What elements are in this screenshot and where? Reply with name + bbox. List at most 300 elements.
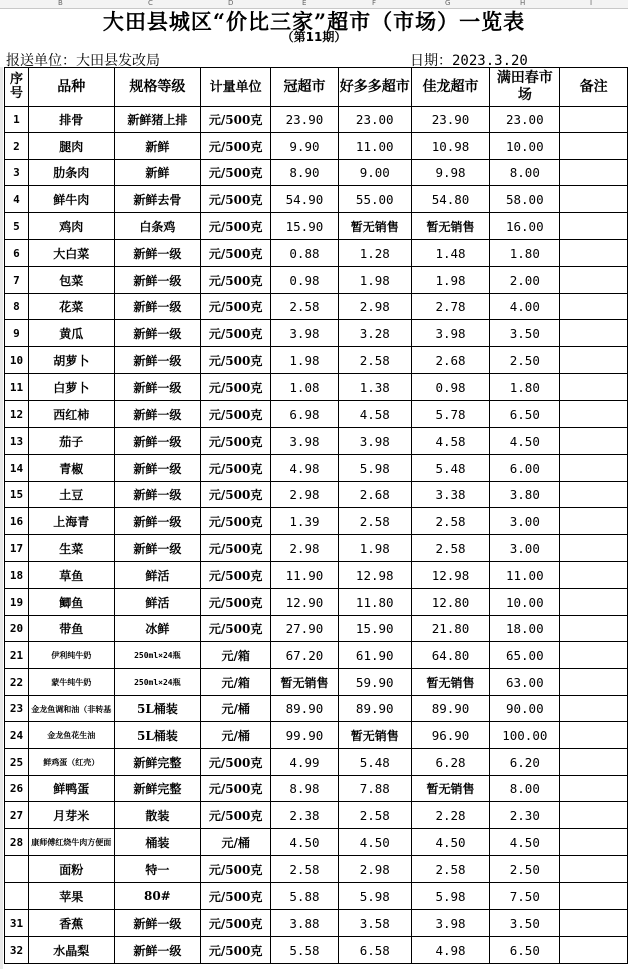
- note-cell[interactable]: [560, 347, 628, 374]
- unit-cell[interactable]: 元/500克: [201, 616, 271, 642]
- note-cell[interactable]: [560, 749, 628, 776]
- price-cell-store-3[interactable]: 12.98: [411, 562, 490, 589]
- price-cell-store-4[interactable]: 1.80: [490, 374, 560, 401]
- price-cell-store-2[interactable]: 3.98: [338, 428, 411, 455]
- price-cell-store-3[interactable]: 5.48: [411, 455, 490, 482]
- header-name[interactable]: 品种: [28, 68, 114, 107]
- price-cell-store-3[interactable]: 暂无销售: [411, 213, 490, 240]
- name-cell[interactable]: 腿肉: [28, 133, 114, 160]
- price-cell-store-2[interactable]: 1.98: [338, 535, 411, 562]
- price-cell-store-2[interactable]: 15.90: [338, 616, 411, 642]
- header-store-1[interactable]: 冠超市: [271, 68, 339, 107]
- seq-cell[interactable]: 17: [5, 535, 29, 562]
- price-cell-store-4[interactable]: 6.50: [490, 401, 560, 428]
- price-cell-store-4[interactable]: 3.50: [490, 320, 560, 347]
- price-cell-store-4[interactable]: 6.00: [490, 455, 560, 482]
- price-cell-store-4[interactable]: 2.00: [490, 267, 560, 294]
- price-cell-store-4[interactable]: 6.20: [490, 749, 560, 776]
- price-cell-store-2[interactable]: 23.00: [338, 107, 411, 133]
- name-cell[interactable]: 香蕉: [28, 910, 114, 937]
- price-cell-store-1[interactable]: 3.88: [271, 910, 339, 937]
- unit-cell[interactable]: 元/500克: [201, 802, 271, 829]
- note-cell[interactable]: [560, 856, 628, 883]
- price-cell-store-2[interactable]: 9.00: [338, 160, 411, 186]
- price-cell-store-1[interactable]: 12.90: [271, 589, 339, 616]
- note-cell[interactable]: [560, 160, 628, 186]
- seq-cell[interactable]: 25: [5, 749, 29, 776]
- unit-cell[interactable]: 元/500克: [201, 213, 271, 240]
- name-cell[interactable]: 金龙鱼调和油（非转基: [28, 696, 114, 722]
- seq-cell[interactable]: 21: [5, 642, 29, 669]
- unit-cell[interactable]: 元/500克: [201, 535, 271, 562]
- price-cell-store-4[interactable]: 2.30: [490, 802, 560, 829]
- price-cell-store-2[interactable]: 2.98: [338, 294, 411, 320]
- seq-cell[interactable]: 26: [5, 776, 29, 802]
- spec-cell[interactable]: 新鲜: [114, 160, 201, 186]
- price-cell-store-3[interactable]: 64.80: [411, 642, 490, 669]
- unit-cell[interactable]: 元/箱: [201, 669, 271, 696]
- unit-cell[interactable]: 元/500克: [201, 186, 271, 213]
- seq-cell[interactable]: 5: [5, 213, 29, 240]
- unit-cell[interactable]: 元/500克: [201, 428, 271, 455]
- price-cell-store-4[interactable]: 23.00: [490, 107, 560, 133]
- seq-cell[interactable]: 8: [5, 294, 29, 320]
- price-cell-store-2[interactable]: 61.90: [338, 642, 411, 669]
- price-cell-store-2[interactable]: 59.90: [338, 669, 411, 696]
- name-cell[interactable]: 面粉: [28, 856, 114, 883]
- price-cell-store-1[interactable]: 0.88: [271, 240, 339, 267]
- header-store-3[interactable]: 佳龙超市: [411, 68, 490, 107]
- spec-cell[interactable]: 散装: [114, 802, 201, 829]
- name-cell[interactable]: 茄子: [28, 428, 114, 455]
- note-cell[interactable]: [560, 374, 628, 401]
- price-cell-store-4[interactable]: 90.00: [490, 696, 560, 722]
- column-letter[interactable]: D: [228, 0, 234, 7]
- price-cell-store-3[interactable]: 4.58: [411, 428, 490, 455]
- seq-cell[interactable]: 3: [5, 160, 29, 186]
- note-cell[interactable]: [560, 428, 628, 455]
- note-cell[interactable]: [560, 616, 628, 642]
- seq-cell[interactable]: 13: [5, 428, 29, 455]
- note-cell[interactable]: [560, 213, 628, 240]
- price-cell-store-2[interactable]: 3.58: [338, 910, 411, 937]
- seq-cell[interactable]: [5, 856, 29, 883]
- price-cell-store-1[interactable]: 暂无销售: [271, 669, 339, 696]
- price-cell-store-4[interactable]: 16.00: [490, 213, 560, 240]
- name-cell[interactable]: 花菜: [28, 294, 114, 320]
- seq-cell[interactable]: 11: [5, 374, 29, 401]
- price-cell-store-1[interactable]: 2.58: [271, 294, 339, 320]
- header-spec[interactable]: 规格等级: [114, 68, 201, 107]
- note-cell[interactable]: [560, 535, 628, 562]
- spec-cell[interactable]: 5L桶装: [114, 696, 201, 722]
- unit-cell[interactable]: 元/500克: [201, 562, 271, 589]
- price-cell-store-4[interactable]: 10.00: [490, 589, 560, 616]
- note-cell[interactable]: [560, 669, 628, 696]
- price-cell-store-1[interactable]: 4.50: [271, 829, 339, 856]
- name-cell[interactable]: 伊利纯牛奶: [28, 642, 114, 669]
- note-cell[interactable]: [560, 294, 628, 320]
- price-cell-store-3[interactable]: 54.80: [411, 186, 490, 213]
- name-cell[interactable]: 黄瓜: [28, 320, 114, 347]
- seq-cell[interactable]: 27: [5, 802, 29, 829]
- price-cell-store-4[interactable]: 3.00: [490, 508, 560, 535]
- spec-cell[interactable]: 新鲜一级: [114, 535, 201, 562]
- name-cell[interactable]: 鲜鸭蛋: [28, 776, 114, 802]
- price-cell-store-3[interactable]: 1.98: [411, 267, 490, 294]
- unit-cell[interactable]: 元/500克: [201, 508, 271, 535]
- unit-cell[interactable]: 元/500克: [201, 482, 271, 508]
- spec-cell[interactable]: 新鲜一级: [114, 374, 201, 401]
- spec-cell[interactable]: 新鲜一级: [114, 482, 201, 508]
- note-cell[interactable]: [560, 910, 628, 937]
- unit-cell[interactable]: 元/500克: [201, 133, 271, 160]
- note-cell[interactable]: [560, 482, 628, 508]
- price-cell-store-1[interactable]: 1.08: [271, 374, 339, 401]
- spec-cell[interactable]: 新鲜一级: [114, 347, 201, 374]
- seq-cell[interactable]: 23: [5, 696, 29, 722]
- price-cell-store-2[interactable]: 2.68: [338, 482, 411, 508]
- price-cell-store-2[interactable]: 3.28: [338, 320, 411, 347]
- note-cell[interactable]: [560, 240, 628, 267]
- price-cell-store-3[interactable]: 96.90: [411, 722, 490, 749]
- note-cell[interactable]: [560, 696, 628, 722]
- price-cell-store-4[interactable]: 2.50: [490, 856, 560, 883]
- price-cell-store-2[interactable]: 5.98: [338, 883, 411, 910]
- note-cell[interactable]: [560, 802, 628, 829]
- price-cell-store-1[interactable]: 11.90: [271, 562, 339, 589]
- note-cell[interactable]: [560, 829, 628, 856]
- unit-cell[interactable]: 元/500克: [201, 267, 271, 294]
- price-cell-store-2[interactable]: 1.98: [338, 267, 411, 294]
- note-cell[interactable]: [560, 508, 628, 535]
- price-cell-store-3[interactable]: 0.98: [411, 374, 490, 401]
- column-letter[interactable]: H: [520, 0, 526, 7]
- price-cell-store-3[interactable]: 6.28: [411, 749, 490, 776]
- price-cell-store-2[interactable]: 1.28: [338, 240, 411, 267]
- price-cell-store-2[interactable]: 4.58: [338, 401, 411, 428]
- seq-cell[interactable]: 9: [5, 320, 29, 347]
- name-cell[interactable]: 包菜: [28, 267, 114, 294]
- name-cell[interactable]: 鲫鱼: [28, 589, 114, 616]
- seq-cell[interactable]: 20: [5, 616, 29, 642]
- price-cell-store-1[interactable]: 2.98: [271, 535, 339, 562]
- header-seq[interactable]: 序号: [5, 68, 29, 107]
- price-cell-store-1[interactable]: 27.90: [271, 616, 339, 642]
- header-unit[interactable]: 计量单位: [201, 68, 271, 107]
- price-cell-store-4[interactable]: 8.00: [490, 160, 560, 186]
- seq-cell[interactable]: 32: [5, 937, 29, 964]
- price-cell-store-3[interactable]: 3.98: [411, 910, 490, 937]
- price-cell-store-1[interactable]: 5.58: [271, 937, 339, 964]
- price-cell-store-4[interactable]: 10.00: [490, 133, 560, 160]
- spec-cell[interactable]: 250ml×24瓶: [114, 642, 201, 669]
- note-cell[interactable]: [560, 562, 628, 589]
- spec-cell[interactable]: 新鲜一级: [114, 294, 201, 320]
- price-cell-store-1[interactable]: 8.98: [271, 776, 339, 802]
- unit-cell[interactable]: 元/500克: [201, 294, 271, 320]
- name-cell[interactable]: 青椒: [28, 455, 114, 482]
- name-cell[interactable]: 鲜牛肉: [28, 186, 114, 213]
- note-cell[interactable]: [560, 401, 628, 428]
- unit-cell[interactable]: 元/500克: [201, 749, 271, 776]
- spec-cell[interactable]: 新鲜一级: [114, 240, 201, 267]
- spec-cell[interactable]: 新鲜猪上排: [114, 107, 201, 133]
- price-cell-store-2[interactable]: 1.38: [338, 374, 411, 401]
- unit-cell[interactable]: 元/500克: [201, 856, 271, 883]
- note-cell[interactable]: [560, 107, 628, 133]
- price-cell-store-2[interactable]: 2.98: [338, 856, 411, 883]
- unit-cell[interactable]: 元/500克: [201, 937, 271, 964]
- price-cell-store-3[interactable]: 23.90: [411, 107, 490, 133]
- price-cell-store-3[interactable]: 5.78: [411, 401, 490, 428]
- price-cell-store-1[interactable]: 99.90: [271, 722, 339, 749]
- seq-cell[interactable]: 12: [5, 401, 29, 428]
- note-cell[interactable]: [560, 133, 628, 160]
- seq-cell[interactable]: 10: [5, 347, 29, 374]
- unit-cell[interactable]: 元/500克: [201, 107, 271, 133]
- price-cell-store-4[interactable]: 4.00: [490, 294, 560, 320]
- price-cell-store-4[interactable]: 3.00: [490, 535, 560, 562]
- spec-cell[interactable]: 特一: [114, 856, 201, 883]
- note-cell[interactable]: [560, 320, 628, 347]
- price-cell-store-4[interactable]: 4.50: [490, 428, 560, 455]
- price-cell-store-1[interactable]: 23.90: [271, 107, 339, 133]
- spec-cell[interactable]: 白条鸡: [114, 213, 201, 240]
- price-cell-store-1[interactable]: 8.90: [271, 160, 339, 186]
- spec-cell[interactable]: 鲜活: [114, 589, 201, 616]
- price-cell-store-2[interactable]: 12.98: [338, 562, 411, 589]
- price-cell-store-2[interactable]: 11.00: [338, 133, 411, 160]
- unit-cell[interactable]: 元/500克: [201, 347, 271, 374]
- seq-cell[interactable]: 19: [5, 589, 29, 616]
- price-cell-store-3[interactable]: 3.38: [411, 482, 490, 508]
- seq-cell[interactable]: 16: [5, 508, 29, 535]
- column-letter[interactable]: B: [58, 0, 63, 7]
- unit-cell[interactable]: 元/箱: [201, 642, 271, 669]
- unit-cell[interactable]: 元/桶: [201, 829, 271, 856]
- price-cell-store-1[interactable]: 5.88: [271, 883, 339, 910]
- name-cell[interactable]: 西红柿: [28, 401, 114, 428]
- price-cell-store-1[interactable]: 3.98: [271, 428, 339, 455]
- note-cell[interactable]: [560, 883, 628, 910]
- spec-cell[interactable]: 80#: [114, 883, 201, 910]
- spec-cell[interactable]: 桶装: [114, 829, 201, 856]
- spec-cell[interactable]: 新鲜一级: [114, 937, 201, 964]
- price-cell-store-4[interactable]: 1.80: [490, 240, 560, 267]
- unit-cell[interactable]: 元/桶: [201, 696, 271, 722]
- price-cell-store-4[interactable]: 18.00: [490, 616, 560, 642]
- price-cell-store-2[interactable]: 2.58: [338, 347, 411, 374]
- spec-cell[interactable]: 新鲜一级: [114, 320, 201, 347]
- price-cell-store-4[interactable]: 2.50: [490, 347, 560, 374]
- seq-cell[interactable]: 2: [5, 133, 29, 160]
- price-cell-store-3[interactable]: 暂无销售: [411, 669, 490, 696]
- seq-cell[interactable]: 4: [5, 186, 29, 213]
- spec-cell[interactable]: 新鲜: [114, 133, 201, 160]
- price-cell-store-3[interactable]: 2.58: [411, 856, 490, 883]
- name-cell[interactable]: 月芽米: [28, 802, 114, 829]
- column-letter[interactable]: F: [372, 0, 377, 7]
- price-cell-store-1[interactable]: 54.90: [271, 186, 339, 213]
- price-cell-store-3[interactable]: 1.48: [411, 240, 490, 267]
- price-cell-store-4[interactable]: 6.50: [490, 937, 560, 964]
- price-cell-store-1[interactable]: 2.98: [271, 482, 339, 508]
- price-cell-store-4[interactable]: 100.00: [490, 722, 560, 749]
- price-cell-store-1[interactable]: 1.39: [271, 508, 339, 535]
- unit-cell[interactable]: 元/500克: [201, 374, 271, 401]
- name-cell[interactable]: 上海青: [28, 508, 114, 535]
- price-cell-store-3[interactable]: 3.98: [411, 320, 490, 347]
- price-cell-store-4[interactable]: 3.80: [490, 482, 560, 508]
- name-cell[interactable]: 胡萝卜: [28, 347, 114, 374]
- spec-cell[interactable]: 新鲜完整: [114, 749, 201, 776]
- name-cell[interactable]: 草鱼: [28, 562, 114, 589]
- price-cell-store-2[interactable]: 2.58: [338, 802, 411, 829]
- spec-cell[interactable]: 新鲜一级: [114, 910, 201, 937]
- seq-cell[interactable]: 1: [5, 107, 29, 133]
- price-cell-store-3[interactable]: 4.50: [411, 829, 490, 856]
- price-cell-store-2[interactable]: 11.80: [338, 589, 411, 616]
- spec-cell[interactable]: 新鲜一级: [114, 508, 201, 535]
- name-cell[interactable]: 大白菜: [28, 240, 114, 267]
- name-cell[interactable]: 鸡肉: [28, 213, 114, 240]
- note-cell[interactable]: [560, 642, 628, 669]
- name-cell[interactable]: 生菜: [28, 535, 114, 562]
- price-cell-store-3[interactable]: 21.80: [411, 616, 490, 642]
- price-cell-store-4[interactable]: 3.50: [490, 910, 560, 937]
- price-cell-store-1[interactable]: 67.20: [271, 642, 339, 669]
- note-cell[interactable]: [560, 186, 628, 213]
- unit-cell[interactable]: 元/500克: [201, 320, 271, 347]
- name-cell[interactable]: 康师傅红烧牛肉方便面: [28, 829, 114, 856]
- price-cell-store-3[interactable]: 12.80: [411, 589, 490, 616]
- seq-cell[interactable]: 22: [5, 669, 29, 696]
- unit-cell[interactable]: 元/500克: [201, 455, 271, 482]
- unit-cell[interactable]: 元/500克: [201, 401, 271, 428]
- price-cell-store-3[interactable]: 2.78: [411, 294, 490, 320]
- note-cell[interactable]: [560, 776, 628, 802]
- seq-cell[interactable]: 7: [5, 267, 29, 294]
- price-cell-store-3[interactable]: 9.98: [411, 160, 490, 186]
- spec-cell[interactable]: 新鲜一级: [114, 455, 201, 482]
- note-cell[interactable]: [560, 589, 628, 616]
- name-cell[interactable]: 带鱼: [28, 616, 114, 642]
- price-cell-store-3[interactable]: 89.90: [411, 696, 490, 722]
- price-cell-store-2[interactable]: 暂无销售: [338, 213, 411, 240]
- seq-cell[interactable]: 14: [5, 455, 29, 482]
- spec-cell[interactable]: 新鲜一级: [114, 267, 201, 294]
- price-cell-store-1[interactable]: 2.58: [271, 856, 339, 883]
- price-cell-store-2[interactable]: 5.98: [338, 455, 411, 482]
- price-cell-store-1[interactable]: 9.90: [271, 133, 339, 160]
- price-cell-store-4[interactable]: 8.00: [490, 776, 560, 802]
- price-cell-store-2[interactable]: 6.58: [338, 937, 411, 964]
- spec-cell[interactable]: 新鲜完整: [114, 776, 201, 802]
- price-cell-store-3[interactable]: 10.98: [411, 133, 490, 160]
- price-cell-store-2[interactable]: 暂无销售: [338, 722, 411, 749]
- seq-cell[interactable]: 15: [5, 482, 29, 508]
- spec-cell[interactable]: 5L桶装: [114, 722, 201, 749]
- unit-cell[interactable]: 元/桶: [201, 722, 271, 749]
- unit-cell[interactable]: 元/500克: [201, 910, 271, 937]
- name-cell[interactable]: 肋条肉: [28, 160, 114, 186]
- price-cell-store-3[interactable]: 4.98: [411, 937, 490, 964]
- price-cell-store-2[interactable]: 2.58: [338, 508, 411, 535]
- header-note[interactable]: 备注: [560, 68, 628, 107]
- unit-cell[interactable]: 元/500克: [201, 589, 271, 616]
- price-cell-store-3[interactable]: 2.58: [411, 508, 490, 535]
- column-letter[interactable]: E: [302, 0, 307, 7]
- seq-cell[interactable]: 18: [5, 562, 29, 589]
- name-cell[interactable]: 土豆: [28, 482, 114, 508]
- price-cell-store-2[interactable]: 55.00: [338, 186, 411, 213]
- name-cell[interactable]: 蒙牛纯牛奶: [28, 669, 114, 696]
- seq-cell[interactable]: 31: [5, 910, 29, 937]
- name-cell[interactable]: 鲜鸡蛋（红壳）: [28, 749, 114, 776]
- price-cell-store-1[interactable]: 6.98: [271, 401, 339, 428]
- column-letter[interactable]: G: [445, 0, 451, 7]
- price-cell-store-1[interactable]: 89.90: [271, 696, 339, 722]
- spec-cell[interactable]: 新鲜去骨: [114, 186, 201, 213]
- unit-cell[interactable]: 元/500克: [201, 883, 271, 910]
- price-cell-store-2[interactable]: 89.90: [338, 696, 411, 722]
- price-cell-store-3[interactable]: 2.28: [411, 802, 490, 829]
- name-cell[interactable]: 白萝卜: [28, 374, 114, 401]
- name-cell[interactable]: 苹果: [28, 883, 114, 910]
- price-cell-store-2[interactable]: 5.48: [338, 749, 411, 776]
- spec-cell[interactable]: 250ml×24瓶: [114, 669, 201, 696]
- spec-cell[interactable]: 鲜活: [114, 562, 201, 589]
- price-cell-store-3[interactable]: 5.98: [411, 883, 490, 910]
- unit-cell[interactable]: 元/500克: [201, 776, 271, 802]
- unit-cell[interactable]: 元/500克: [201, 160, 271, 186]
- price-cell-store-3[interactable]: 2.58: [411, 535, 490, 562]
- price-cell-store-2[interactable]: 4.50: [338, 829, 411, 856]
- name-cell[interactable]: 排骨: [28, 107, 114, 133]
- price-cell-store-1[interactable]: 2.38: [271, 802, 339, 829]
- price-cell-store-1[interactable]: 4.99: [271, 749, 339, 776]
- price-cell-store-1[interactable]: 1.98: [271, 347, 339, 374]
- price-cell-store-4[interactable]: 11.00: [490, 562, 560, 589]
- seq-cell[interactable]: 28: [5, 829, 29, 856]
- price-cell-store-4[interactable]: 58.00: [490, 186, 560, 213]
- price-cell-store-1[interactable]: 15.90: [271, 213, 339, 240]
- seq-cell[interactable]: 24: [5, 722, 29, 749]
- note-cell[interactable]: [560, 267, 628, 294]
- price-cell-store-4[interactable]: 63.00: [490, 669, 560, 696]
- name-cell[interactable]: 金龙鱼花生油: [28, 722, 114, 749]
- column-letter[interactable]: I: [590, 0, 593, 7]
- note-cell[interactable]: [560, 722, 628, 749]
- note-cell[interactable]: [560, 455, 628, 482]
- price-cell-store-3[interactable]: 暂无销售: [411, 776, 490, 802]
- seq-cell[interactable]: [5, 883, 29, 910]
- price-cell-store-4[interactable]: 65.00: [490, 642, 560, 669]
- price-cell-store-4[interactable]: 4.50: [490, 829, 560, 856]
- header-store-4[interactable]: 满田春市场: [490, 68, 560, 107]
- spec-cell[interactable]: 新鲜一级: [114, 401, 201, 428]
- seq-cell[interactable]: 6: [5, 240, 29, 267]
- note-cell[interactable]: [560, 937, 628, 964]
- price-cell-store-1[interactable]: 4.98: [271, 455, 339, 482]
- name-cell[interactable]: 水晶梨: [28, 937, 114, 964]
- column-letter[interactable]: C: [148, 0, 153, 7]
- header-store-2[interactable]: 好多多超市: [338, 68, 411, 107]
- price-cell-store-4[interactable]: 7.50: [490, 883, 560, 910]
- spec-cell[interactable]: 新鲜一级: [114, 428, 201, 455]
- price-cell-store-3[interactable]: 2.68: [411, 347, 490, 374]
